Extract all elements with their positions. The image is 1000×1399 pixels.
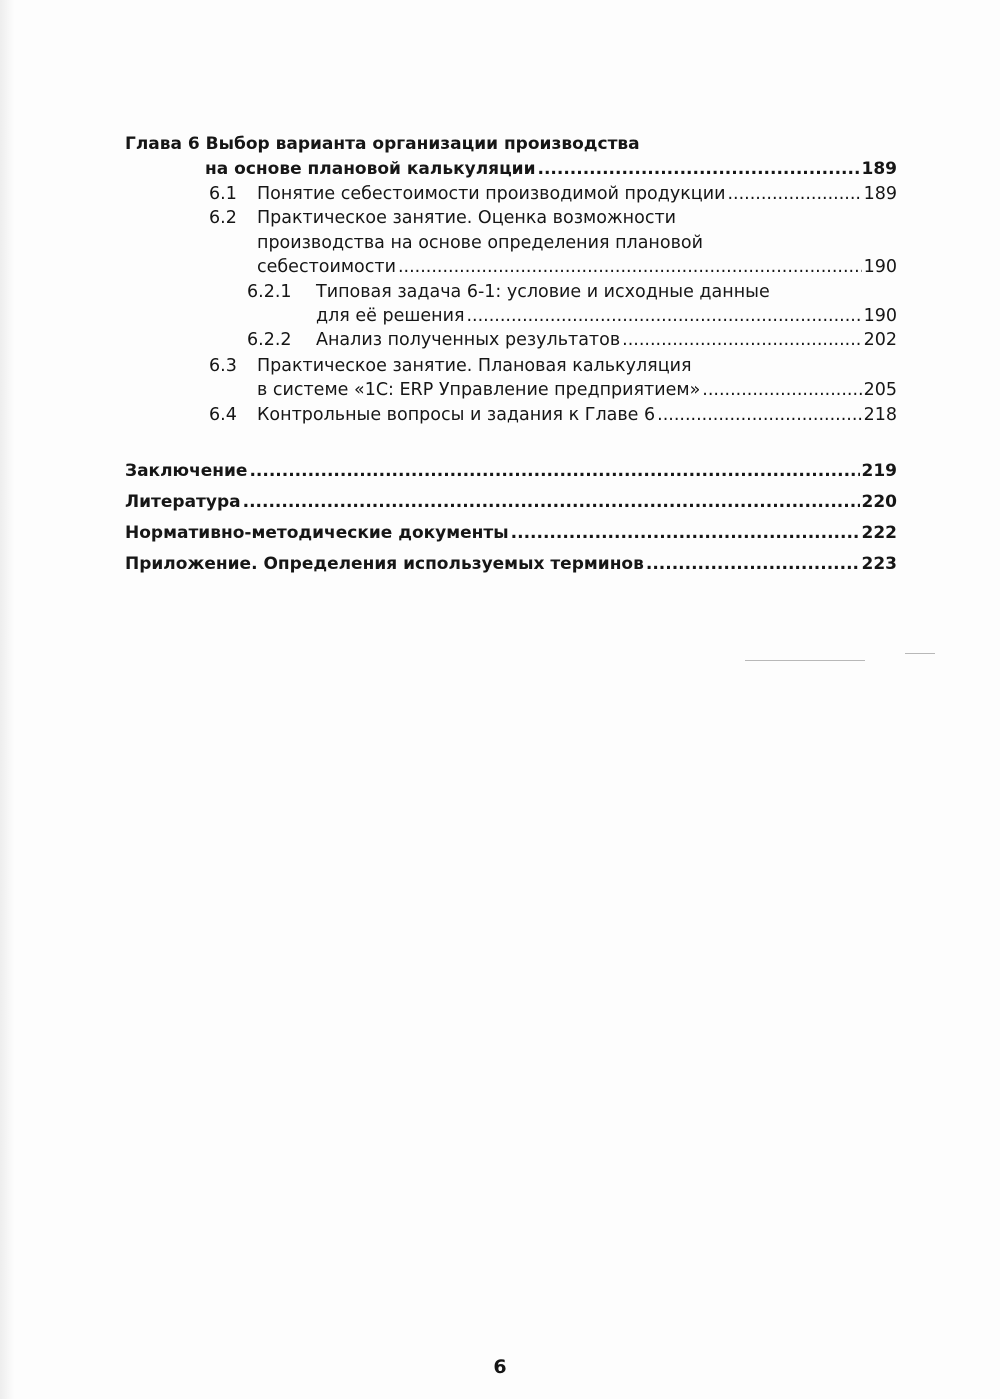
toc-entry-6-4[interactable]: Контрольные вопросы и задания к Главе 6 ..... 218 <box>257 404 897 426</box>
toc-entry-conclusion[interactable]: Заключение ..... 219 <box>125 460 897 482</box>
toc-entry-6-2-1-line1: Типовая задача 6-1: условие и исходные данные <box>316 282 770 302</box>
toc-entry-6-3[interactable]: в системе «1С: ERP Управление предприятием» ..... 205 <box>257 379 897 401</box>
scan-speck <box>905 653 935 654</box>
dot-leader <box>249 460 859 482</box>
page-ref: 189 <box>863 184 897 204</box>
section-number: 6.2 <box>209 208 237 228</box>
page-ref: 220 <box>861 492 897 512</box>
toc-entry-literature[interactable]: Литература ..... 220 <box>125 491 897 513</box>
toc-entry-appendix[interactable]: Приложение. Определения используемых терминов ..... 223 <box>125 553 897 575</box>
page-ref: 205 <box>863 380 897 400</box>
page-ref: 218 <box>863 405 897 425</box>
page-ref: 190 <box>863 257 897 277</box>
section-number: 6.4 <box>209 405 237 425</box>
toc-entry-6-3-line1: Практическое занятие. Плановая калькуляция <box>257 356 692 376</box>
section-number: 6.1 <box>209 184 237 204</box>
dot-leader <box>466 305 861 327</box>
dot-leader <box>398 256 862 278</box>
dot-leader <box>243 491 860 513</box>
toc-entry-6-2[interactable]: себестоимости ..... 190 <box>257 256 897 278</box>
page-ref: 219 <box>861 461 897 481</box>
page-ref: 222 <box>861 523 897 543</box>
toc-entry-6-2-1[interactable]: для её решения ..... 190 <box>316 305 897 327</box>
toc-entry-chapter-6[interactable]: на основе плановой калькуляции ..... 189 <box>205 158 897 180</box>
toc-entry-6-2-line1: Практическое занятие. Оценка возможности <box>257 208 677 228</box>
dot-leader <box>511 522 860 544</box>
dot-leader <box>657 404 861 426</box>
page-ref: 189 <box>861 159 897 179</box>
page-number: 6 <box>493 1356 507 1378</box>
scan-speck <box>745 660 865 661</box>
toc-entry-6-2-2[interactable]: Анализ полученных результатов ..... 202 <box>316 329 897 351</box>
section-number: 6.3 <box>209 356 237 376</box>
page-ref: 223 <box>861 554 897 574</box>
section-number: 6.2.2 <box>247 330 292 350</box>
toc-entry-normative-documents[interactable]: Нормативно-методические документы ..... 222 <box>125 522 897 544</box>
page-ref: 190 <box>863 306 897 326</box>
dot-leader <box>646 553 860 575</box>
toc-entry-6-1[interactable]: Понятие себестоимости производимой продукции ..... 189 <box>257 183 897 205</box>
dot-leader <box>727 183 861 205</box>
dot-leader <box>538 158 860 180</box>
section-number: 6.2.1 <box>247 282 292 302</box>
scan-edge-shadow <box>0 0 14 1399</box>
dot-leader <box>622 329 861 351</box>
page-ref: 202 <box>863 330 897 350</box>
dot-leader <box>702 379 861 401</box>
toc-entry-6-2-line2: производства на основе определения плановой <box>257 233 703 253</box>
chapter-title-line1: Глава 6 Выбор варианта организации производства <box>125 134 640 154</box>
